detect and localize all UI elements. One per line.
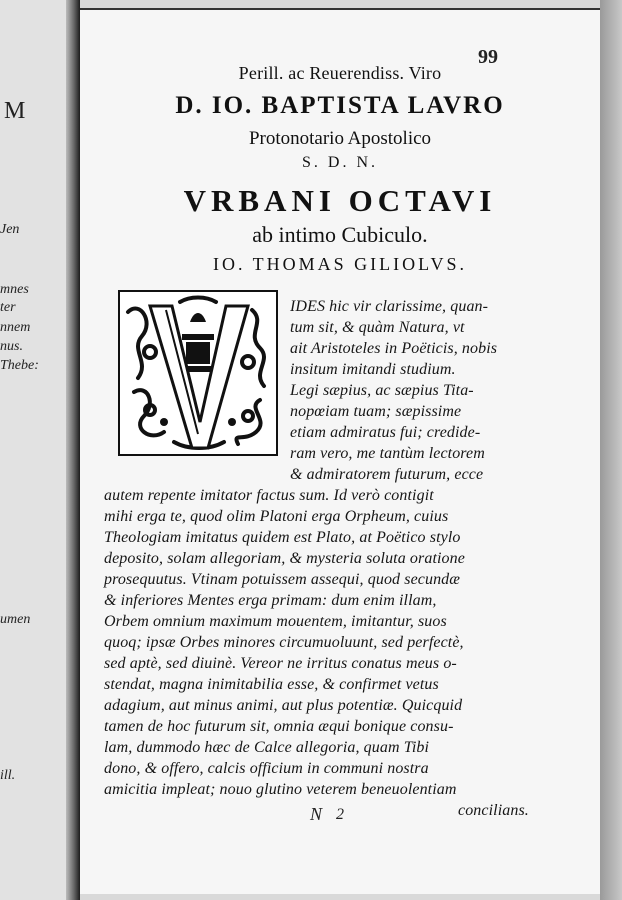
- author-name: IO. THOMAS GILIOLVS.: [212, 254, 467, 274]
- text-line: concilians.: [458, 802, 529, 819]
- text-line: Legi sæpius, ac sæpius Tita-: [290, 382, 474, 399]
- facing-page-fragment: Thebe:: [0, 358, 39, 373]
- facing-page-edge: [0, 0, 74, 900]
- facing-page-fragment: umen: [0, 612, 31, 627]
- ornament-illustration: [120, 292, 276, 454]
- facing-page-fragment: nus.: [0, 339, 23, 354]
- facing-page-fragment: Jen: [0, 222, 20, 237]
- signature-number: 2: [336, 806, 344, 823]
- text-line: Theologiam imitatus quidem est Plato, at Poëtico stylo: [104, 529, 461, 546]
- text-line: adagium, aut minus animi, aut plus potentiæ. Quicquid: [104, 697, 463, 714]
- text-line: etiam admiratus fui; credide-: [290, 424, 481, 441]
- text-line: insitum imitandi studium.: [290, 361, 456, 378]
- dedicatee-abbrev: S. D. N.: [301, 154, 378, 171]
- text-line: autem repente imitator factus sum. Id verò contigit: [104, 487, 434, 504]
- page-number: 99: [478, 46, 498, 68]
- text-line: deposito, solam allegoriam, & mysteria soluta oratione: [104, 550, 465, 567]
- facing-page-fragment: ill.: [0, 768, 16, 783]
- dedicatee-name: D. IO. BAPTISTA LAVRO: [175, 92, 505, 119]
- text-line: nopœiam tuam; sæpissime: [290, 403, 462, 420]
- text-line: dono, & offero, calcis officium in communi nostra: [104, 760, 429, 777]
- text-line: amicitia impleat; nouo glutino veterem beneuolentiam: [104, 781, 457, 798]
- dedication-line: Perill. ac Reuerendiss. Viro: [238, 63, 442, 83]
- text-line: quoq; ipsæ Orbes minores circumuoluunt, sed perfectè,: [104, 634, 464, 651]
- dedicatee-title: Protonotario Apostolico: [248, 128, 432, 149]
- text-line: prosequutus. Vtinam potuissem assequi, quod secundæ: [104, 571, 461, 588]
- facing-page-fragment: ter: [0, 300, 16, 315]
- facing-page-fragment: M: [4, 98, 26, 124]
- text-line: sed aptè, sed diuinè. Vereor ne irritus conatus meus o-: [104, 655, 457, 672]
- text-line: mihi erga te, quod olim Platoni erga Orpheum, cuius: [104, 508, 449, 525]
- decorated-initial: [118, 290, 278, 456]
- text-line: ait Aristoteles in Poëticis, nobis: [290, 340, 498, 357]
- text-line: & admiratorem futurum, ecce: [290, 466, 484, 483]
- book-gutter: [66, 0, 80, 900]
- facing-page-fragment: mnes: [0, 282, 29, 297]
- text-line: stendat, magna inimitabilia esse, & confirmet vetus: [104, 676, 439, 693]
- text-line: ram vero, me tantùm lectorem: [290, 445, 485, 462]
- facing-page-fragment: nnem: [0, 320, 31, 335]
- page-edge: [600, 0, 622, 900]
- text-line: tum sit, & quàm Natura, vt: [290, 319, 465, 336]
- text-line: Orbem omnium maximum mouentem, imitantur, suos: [104, 613, 447, 630]
- text-line: IDES hic vir clarissime, quan-: [290, 298, 489, 315]
- text-line: & inferiores Mentes erga primam: dum enim illam,: [104, 592, 437, 609]
- text-line: tamen de hoc futurum sit, omnia æqui bonique consu-: [104, 718, 454, 735]
- dedicatee-office: ab intimo Cubiculo.: [252, 222, 428, 247]
- text-line: lam, dummodo hæc de Calce allegoria, quam Tibi: [104, 739, 430, 756]
- signature-mark: N: [310, 804, 323, 824]
- pope-name: VRBANI OCTAVI: [183, 183, 497, 218]
